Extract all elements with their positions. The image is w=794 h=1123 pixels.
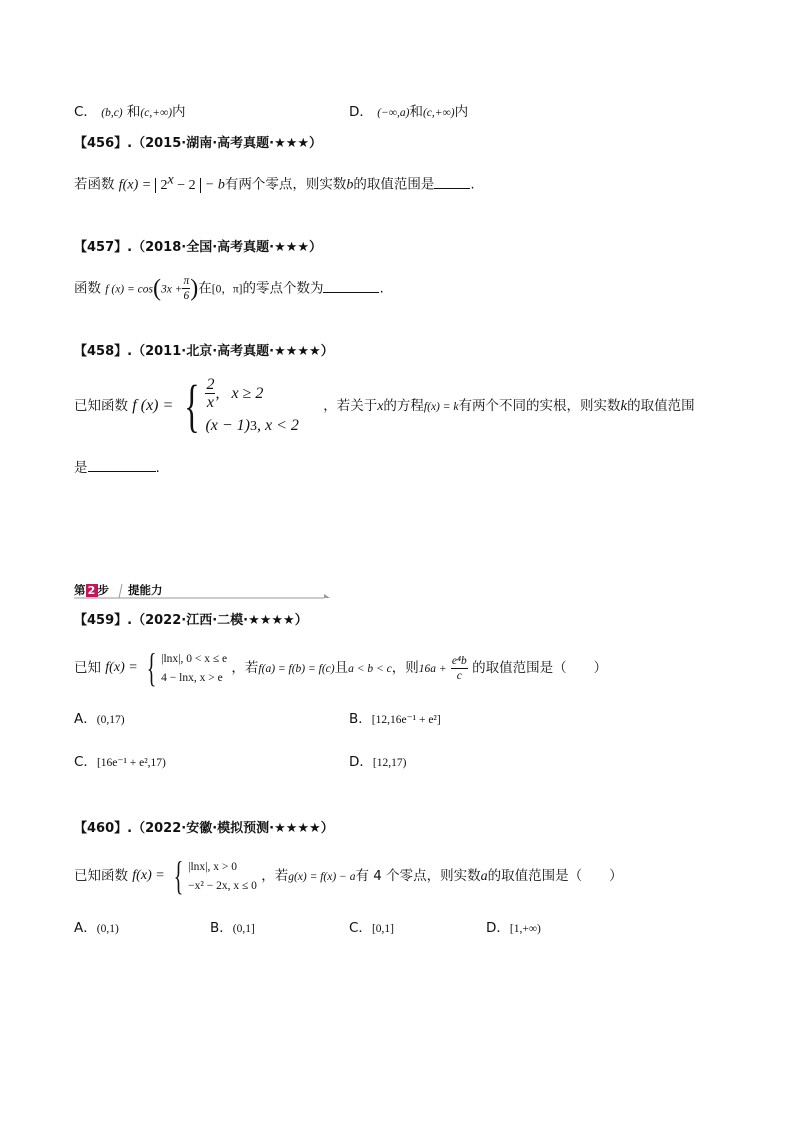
option-letter: A． <box>74 711 97 727</box>
question-text: 有两个不同的实根，则实数 <box>458 397 621 414</box>
punctuation: . <box>379 280 384 297</box>
fraction-denominator: x <box>206 394 214 411</box>
option-text: 内 <box>172 104 186 120</box>
case-condition: , x ≥ 2 <box>215 384 264 402</box>
math-variable: b <box>346 177 354 193</box>
q458-body <box>74 373 695 438</box>
piecewise-function <box>142 645 228 690</box>
case-expression: 4 − lnx, x > e <box>161 671 223 684</box>
math-expression: f (x) = <box>132 397 174 414</box>
option-value: (0,1) <box>96 923 119 935</box>
step-bar-underline-icon <box>74 583 330 599</box>
option-text: 和 <box>409 104 423 120</box>
question-text: 有 4 个零点，则实数 <box>355 867 481 884</box>
question-text: ，若关于 <box>323 397 378 414</box>
punctuation: . <box>155 460 160 476</box>
option-value: (0,1] <box>232 923 255 935</box>
option-letter: C． <box>74 104 97 120</box>
abs-value-expression <box>155 172 200 193</box>
q459-header: 【459】.（2022·江西·二模·★★★★） <box>74 613 308 628</box>
question-text: 已知函数 <box>74 868 128 884</box>
case-expression: (x − 1) <box>205 417 250 434</box>
option-letter: D． <box>349 754 373 770</box>
question-text: 且 <box>334 659 349 676</box>
math-variable: k <box>620 397 628 414</box>
fraction-numerator: π <box>183 275 190 287</box>
math-expression: f(x) = <box>105 660 138 675</box>
fraction-numerator: 2 <box>206 376 215 393</box>
math-expression: a < b < c <box>348 662 392 675</box>
math-expression: g(x) = f(x) − a <box>288 870 356 883</box>
option-letter: D． <box>349 104 373 120</box>
q455-option-c <box>74 103 186 122</box>
math-variable: a <box>480 868 488 884</box>
option-letter: C． <box>74 754 97 770</box>
question-text: 已知 <box>74 660 101 676</box>
option-value: [0,1] <box>371 923 394 935</box>
question-text: 的方程 <box>383 397 424 414</box>
step-number-badge: 2 <box>86 584 98 597</box>
brace-icon: { <box>183 373 200 438</box>
math-expression: 3x + <box>160 283 183 296</box>
question-text: 函数 <box>74 280 101 297</box>
q460-option-c[interactable] <box>349 919 394 938</box>
q459-option-c[interactable] <box>74 753 166 772</box>
option-text: 内 <box>454 104 469 120</box>
step-title: 提能力 <box>128 583 163 597</box>
q455-option-d <box>349 103 468 122</box>
piecewise-function <box>178 373 299 438</box>
brace-icon: { <box>173 853 184 898</box>
q458-header: 【458】.（2011·北京·高考真题·★★★★） <box>74 344 334 359</box>
step-suffix: 步 <box>97 583 109 597</box>
math-expression: (b,c) <box>101 107 123 119</box>
math-variable: x <box>377 398 384 414</box>
q457-header: 【457】.（2018·全国·高考真题·★★★） <box>74 240 323 255</box>
step-prefix: 第 <box>74 583 86 597</box>
option-letter: B． <box>349 711 372 727</box>
option-letter: C． <box>349 920 372 936</box>
q459-option-b[interactable] <box>349 710 441 729</box>
question-text: 已知函数 <box>74 398 128 414</box>
q459-option-d[interactable] <box>349 753 406 772</box>
math-expression: f (x) = cos <box>105 283 153 296</box>
answer-blank <box>323 278 379 293</box>
q460-header: 【460】.（2022·安徽·模拟预测·★★★★） <box>74 821 334 836</box>
q456-header: 【456】.（2015·湖南·高考真题·★★★） <box>74 136 323 151</box>
option-letter: D． <box>486 920 510 936</box>
q460-body <box>74 853 623 898</box>
math-exponent: 3 <box>250 419 257 434</box>
math-expression: f(a) = f(b) = f(c) <box>258 662 335 675</box>
option-value: (0,17) <box>96 714 125 726</box>
question-text: ，若 <box>261 867 289 884</box>
q460-option-a[interactable] <box>74 919 119 938</box>
math-expression: (c,+∞) <box>140 107 173 119</box>
q458-line2 <box>74 457 160 477</box>
case-expression: −x² − 2x, x ≤ 0 <box>188 879 257 892</box>
case-expression: |lnx|, 0 < x ≤ e <box>161 652 228 665</box>
question-text: ，则 <box>391 659 419 676</box>
section-step-bar <box>74 583 330 599</box>
question-text: 有两个零点，则实数 <box>224 176 347 193</box>
option-value: [12,17) <box>372 757 407 769</box>
math-expression: (−∞,a) <box>377 107 410 119</box>
q459-body <box>74 645 608 690</box>
math-expression: 16a + <box>418 662 447 675</box>
fraction-denominator: 6 <box>183 290 190 302</box>
math-expression: f(x) = <box>118 177 152 193</box>
q459-option-a[interactable] <box>74 710 125 729</box>
question-text: 是 <box>74 460 88 476</box>
option-value: [12,16e⁻¹ + e²] <box>371 714 441 726</box>
option-value: [1,+∞) <box>509 923 541 935</box>
question-text: 的取值范围是（ ） <box>487 867 623 884</box>
math-base: 2 <box>160 177 168 193</box>
math-expression: (c,+∞) <box>422 107 455 119</box>
option-text: 和 <box>126 104 141 120</box>
fraction <box>205 376 215 411</box>
option-value: [16e⁻¹ + e²,17) <box>96 757 166 769</box>
answer-blank <box>88 457 156 472</box>
q460-option-d[interactable] <box>486 919 541 938</box>
option-letter: B． <box>210 920 233 936</box>
question-text: 的零点个数为 <box>242 280 324 297</box>
question-text: 的取值范围是 <box>353 176 435 193</box>
math-exponent: x <box>167 172 174 187</box>
question-text: 的取值范围 <box>627 397 695 414</box>
question-text: 的取值范围是（ ） <box>472 660 608 676</box>
math-expression: − 2 <box>173 177 196 193</box>
brace-icon: { <box>146 645 157 690</box>
question-text: 若函数 <box>74 176 115 193</box>
fraction-numerator: e⁴b <box>451 654 467 667</box>
math-expression: f(x) = k <box>423 400 459 413</box>
q456-body <box>74 171 475 195</box>
answer-blank <box>434 174 470 189</box>
case-expression: |lnx|, x > 0 <box>188 860 237 873</box>
question-text: 在 <box>198 280 212 297</box>
piecewise-function <box>169 853 257 898</box>
q460-option-b[interactable] <box>210 919 255 938</box>
punctuation: . <box>470 176 475 193</box>
q457-body: 函数 f (x) = cos(3x + $\frac{\pi}{6}$ )在[0，π]的零点个数为 . <box>74 275 384 302</box>
option-letter: A． <box>74 920 97 936</box>
math-expression: f(x) = <box>132 868 165 883</box>
fraction <box>451 654 468 683</box>
case-condition: , x < 2 <box>257 417 299 434</box>
fraction-denominator: c <box>456 669 462 682</box>
question-text: ，若 <box>231 659 259 676</box>
step-label <box>74 581 109 599</box>
math-expression: − b <box>204 177 225 193</box>
math-interval: [0，π] <box>211 283 243 296</box>
